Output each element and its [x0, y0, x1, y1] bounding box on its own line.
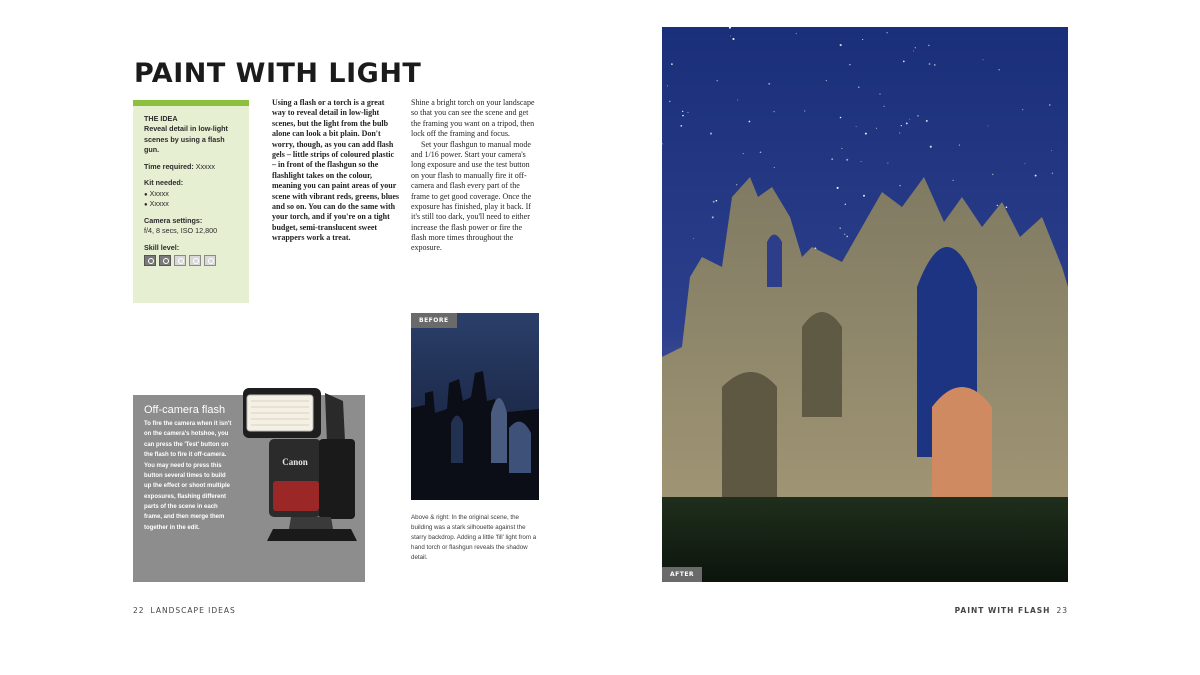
- abbey-ruin-image: [662, 27, 1068, 582]
- star-icon: [1049, 104, 1050, 105]
- star-icon: [737, 100, 738, 101]
- kit-label: Kit needed:: [144, 178, 184, 188]
- skill-level-icon: [204, 255, 216, 266]
- body-column-2: [411, 98, 539, 254]
- star-icon: [1052, 173, 1053, 174]
- star-icon: [844, 234, 845, 235]
- star-icon: [841, 148, 842, 149]
- camera-label: Camera settings:: [144, 216, 203, 225]
- star-icon: [865, 133, 867, 135]
- star-icon: [682, 111, 683, 112]
- star-icon: [743, 153, 744, 154]
- camera-settings: [144, 216, 238, 237]
- flash-box-text: To fire the camera when it isn't on the camera's hotshoe, you can press the 'Test' button on the flash to fire it off-camera. You may need to press this button several times to build up the effect or shoot multiple exposures, flashing different parts of the scene in each frame, and then merge them together in the edit.: [144, 421, 232, 531]
- star-icon: [837, 187, 839, 189]
- before-tag: BEFORE: [411, 313, 457, 328]
- star-icon: [680, 125, 682, 127]
- star-icon: [876, 128, 877, 129]
- star-icon: [899, 132, 900, 133]
- star-icon: [863, 195, 865, 197]
- star-icon: [736, 184, 737, 185]
- star-icon: [826, 80, 827, 81]
- before-photo: [411, 313, 539, 500]
- star-icon: [879, 93, 880, 94]
- star-icon: [1006, 206, 1008, 208]
- star-icon: [796, 33, 797, 34]
- star-icon: [693, 238, 694, 239]
- star-icon: [712, 216, 714, 218]
- star-icon: [926, 120, 928, 122]
- star-icon: [858, 87, 859, 88]
- star-icon: [839, 227, 840, 228]
- star-icon: [846, 159, 848, 161]
- flashgun-icon: [233, 383, 363, 548]
- star-icon: [1051, 150, 1052, 151]
- star-icon: [749, 121, 751, 123]
- star-icon: [831, 158, 833, 160]
- star-icon: [998, 69, 999, 70]
- star-icon: [840, 117, 842, 119]
- skill-section: [144, 243, 238, 266]
- star-icon: [992, 174, 994, 176]
- kit-item: ● Xxxxx: [144, 199, 238, 210]
- star-icon: [884, 106, 885, 107]
- star-icon: [930, 146, 932, 148]
- star-icon: [906, 122, 908, 124]
- body-paragraph: Set your flashgun to manual mode and 1/16 power. Start your camera's long exposure and use the test button on your flash to manually fire it off-camera and flash every part of the frame to get good coverage. Once the exposure has finished, play it back. If it's still too dark, you'll need to either increase the flash power or fire the flash more times throughout the exposure.: [411, 139, 532, 253]
- skill-level-icon: [174, 255, 186, 266]
- idea-box: [133, 100, 249, 303]
- star-icon: [982, 59, 983, 60]
- star-icon: [1022, 109, 1023, 110]
- folio-left: [133, 606, 236, 615]
- star-icon: [773, 111, 774, 112]
- star-icon: [732, 38, 734, 40]
- body-column-1: Using a flash or a torch is a great way to reveal detail in low-light scenes, but the light from the bulb alone can look a bit plain. Don't worry, though, as you can add flash gels – little strips of coloured plastic – in front of the flashgun so the flashlight takes on the colour, meaning you can paint areas of your scene with vibrant reds, greens, blues and so on. You can do the same with your torch, and if you're on a tight budget, semi-translucent sweet wrappers work a treat.: [272, 98, 400, 243]
- star-icon: [804, 111, 805, 112]
- star-icon: [987, 125, 988, 126]
- page-number-right: 23: [1056, 606, 1068, 615]
- flash-brand-label: Canon: [282, 457, 308, 467]
- idea-section: [144, 114, 238, 156]
- skill-label: Skill level:: [144, 242, 180, 252]
- star-icon: [856, 126, 857, 127]
- star-icon: [959, 145, 960, 146]
- star-icon: [934, 64, 936, 66]
- star-icon: [901, 125, 902, 126]
- star-icon: [716, 200, 718, 202]
- star-icon: [903, 61, 905, 63]
- star-icon: [710, 133, 712, 135]
- after-tag: AFTER: [662, 567, 702, 582]
- page-number-left: 22: [133, 606, 145, 615]
- star-icon: [1025, 163, 1026, 164]
- star-icon: [846, 236, 848, 238]
- star-icon: [861, 161, 862, 162]
- star-icon: [928, 45, 930, 47]
- star-icon: [929, 63, 931, 65]
- star-icon: [899, 185, 900, 186]
- after-photo: [662, 27, 1068, 582]
- star-icon: [953, 180, 954, 181]
- star-icon: [682, 115, 683, 116]
- camera-value: f/4, 8 secs, ISO 12,800: [144, 226, 218, 236]
- star-icon: [909, 119, 910, 120]
- idea-heading: THE IDEA: [144, 114, 178, 123]
- star-icon: [840, 44, 842, 46]
- star-icon: [862, 39, 863, 40]
- star-icon: [917, 115, 918, 116]
- section-name-right: PAINT WITH FLASH: [954, 606, 1051, 615]
- ruin-silhouette-image: [411, 313, 539, 500]
- star-icon: [669, 101, 671, 103]
- skill-level-icon: [189, 255, 201, 266]
- star-icon: [760, 152, 762, 154]
- kit-item: ● Xxxxx: [144, 189, 238, 200]
- time-label: Time required:: [144, 161, 194, 171]
- star-icon: [887, 163, 888, 164]
- time-required: [144, 162, 238, 172]
- star-icon: [849, 64, 850, 65]
- folio-right: [955, 606, 1068, 615]
- photo-caption: Above & right: In the original scene, the building was a stark silhouette against the starry backdrop. Adding a little 'fill' light from a hand torch or flashgun reveals the shadow detail.: [411, 514, 537, 561]
- star-icon: [671, 63, 673, 65]
- time-value: Xxxxx: [195, 161, 215, 171]
- star-icon: [997, 205, 999, 207]
- star-icon: [713, 201, 715, 203]
- star-icon: [687, 112, 688, 113]
- star-icon: [845, 204, 846, 205]
- star-icon: [730, 36, 731, 37]
- kit-needed: [144, 178, 238, 210]
- page-title: PAINT WITH LIGHT: [134, 58, 422, 89]
- body-paragraph: Shine a bright torch on your landscape so that you can see the scene and get the framing you want on a tripod, then lock off the framing and focus.: [411, 98, 535, 139]
- star-icon: [667, 85, 668, 86]
- star-icon: [716, 80, 717, 81]
- skill-level-icon: [144, 255, 156, 266]
- skill-rating: [144, 255, 238, 266]
- star-icon: [915, 47, 916, 48]
- star-icon: [768, 83, 770, 85]
- star-icon: [774, 167, 775, 168]
- idea-text: Reveal detail in low-light scenes by using a flash gun.: [144, 124, 228, 155]
- star-icon: [913, 50, 914, 51]
- star-icon: [1035, 175, 1037, 177]
- flash-box-title: Off-camera flash: [144, 404, 226, 416]
- skill-level-icon: [159, 255, 171, 266]
- section-name-left: LANDSCAPE IDEAS: [150, 606, 236, 615]
- star-icon: [886, 32, 887, 33]
